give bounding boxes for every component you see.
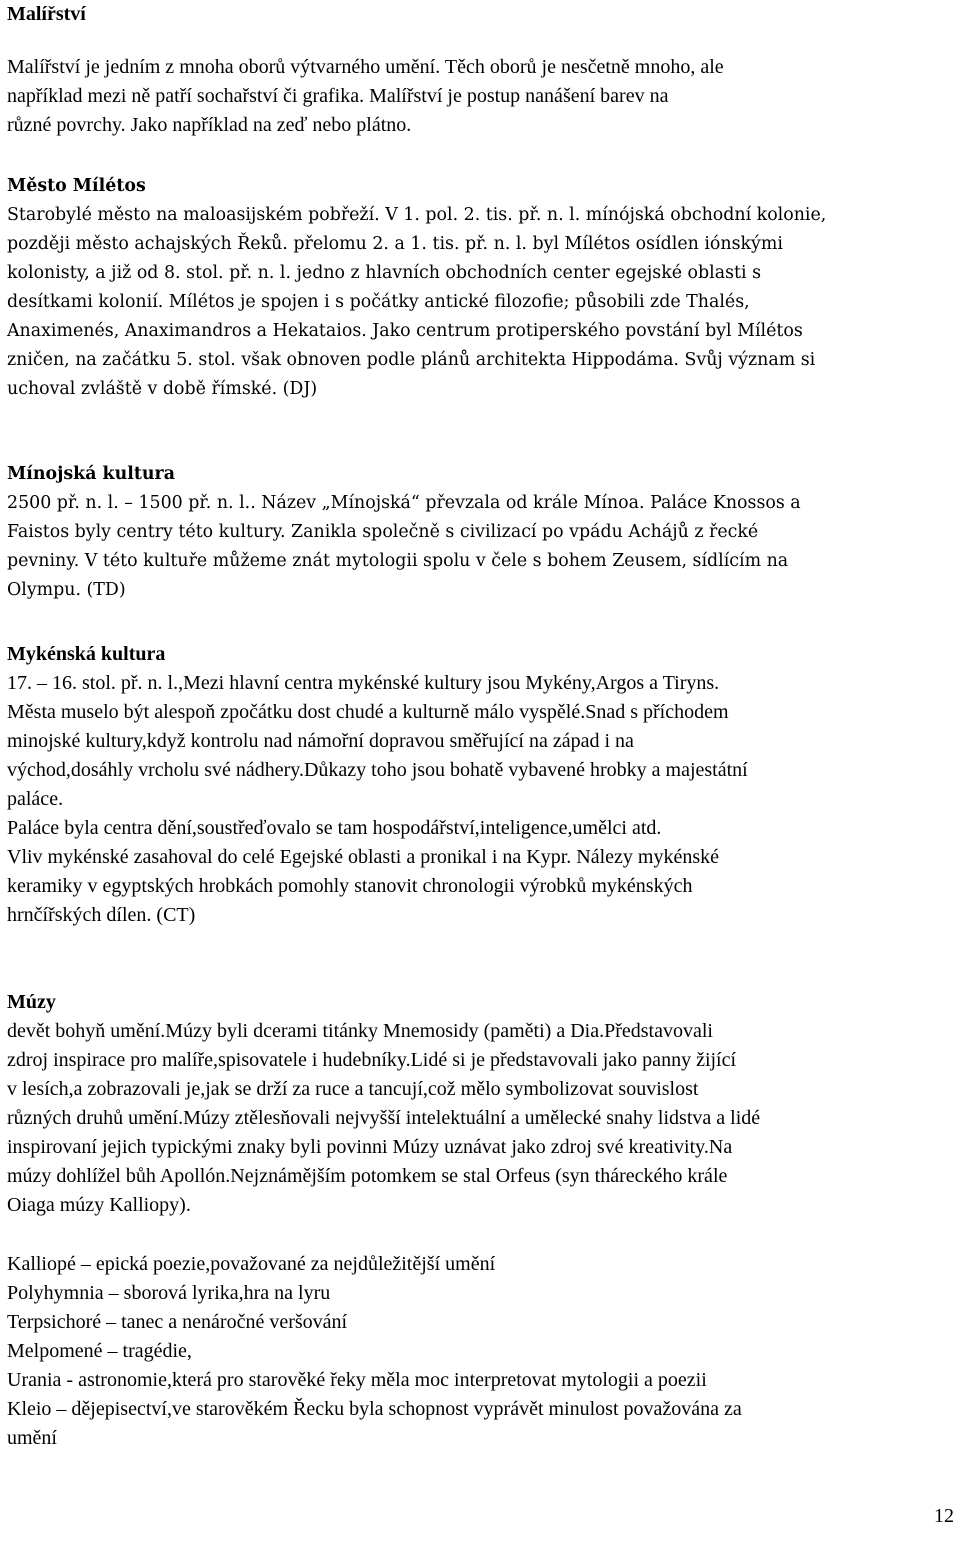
paragraph-line: kolonisty, a již od 8. stol. př. n. l. jedno z hlavních obchodních center egejské oblasti s (7, 263, 762, 283)
section-heading: Múzy (7, 991, 56, 1013)
paragraph-line: například mezi ně patří sochařství či grafika. Malířství je postup nanášení barev na (7, 85, 669, 107)
paragraph-line: Urania - astronomie,která pro starověké řeky měla moc interpretovat mytologii a poezii (7, 1369, 707, 1391)
paragraph-line: 17. – 16. stol. př. n. l.,Mezi hlavní centra mykénské kultury jsou Mykény,Argos a Tiryns. (7, 672, 720, 694)
paragraph-line: Oiaga múzy Kalliopy). (7, 1194, 191, 1216)
paragraph-line: paláce. (7, 788, 64, 810)
section-heading: Město Mílétos (7, 176, 146, 196)
paragraph-line: Města muselo být alespoň zpočátku dost chudé a kulturně málo vyspělé.Snad s příchodem (7, 701, 729, 723)
paragraph-line: Vliv mykénské zasahoval do celé Egejské oblasti a pronikal i na Kypr. Nálezy mykénské (7, 846, 720, 868)
paragraph-line: Kleio – dějepisectví,ve starověkém Řecku byla schopnost vyprávět minulost považována za (7, 1398, 742, 1420)
paragraph-line: Polyhymnia – sborová lyrika,hra na lyru (7, 1282, 331, 1304)
paragraph-line: keramiky v egyptských hrobkách pomohly stanovit chronologii výrobků mykénských (7, 875, 693, 897)
paragraph-line: umění (7, 1427, 57, 1449)
paragraph-line: Kalliopé – epická poezie,považované za nejdůležitější umění (7, 1253, 496, 1275)
paragraph-line: múzy dohlížel bůh Apollón.Nejznámějším potomkem se stal Orfeus (syn tháreckého krále (7, 1165, 728, 1187)
paragraph-line: Olympu. (TD) (7, 580, 126, 600)
paragraph-line: Paláce byla centra dění,soustřeďovalo se tam hospodářství,inteligence,umělci atd. (7, 817, 662, 839)
paragraph-line: Faistos byly centry této kultury. Zanikla společně s civilizací po vpádu Achájů z řecké (7, 522, 759, 542)
paragraph-line: východ,dosáhly vrcholu své nádhery.Důkazy toho jsou bohatě vybavené hrobky a majestátní (7, 759, 748, 781)
page-number: 12 (934, 1505, 954, 1527)
section-muzy-list (7, 1250, 953, 1453)
paragraph-line: inspirovaní jejich typickými znaky byli povinni Múzy uznávat jako zdroj své kreativity.Na (7, 1136, 733, 1158)
paragraph-line: v lesích,a zobrazovali je,jak se drží za ruce a tancují,což mělo symbolizovat souvislost (7, 1078, 699, 1100)
section-mykenska (7, 640, 953, 930)
paragraph-line: později město achajských Řeků. přelomu 2. a 1. tis. př. n. l. byl Mílétos osídlen iónskými (7, 234, 783, 254)
paragraph-line: Anaximenés, Anaximandros a Hekataios. Jako centrum protiperského povstání byl Mílétos (7, 321, 803, 341)
section-malirstvi (7, 53, 953, 140)
section-heading: Mínojská kultura (7, 464, 175, 484)
paragraph-line: Starobylé město na maloasijském pobřeží. V 1. pol. 2. tis. př. n. l. mínójská obchodní kolonie, (7, 205, 827, 225)
paragraph-line: Terpsichoré – tanec a nenáročné veršování (7, 1311, 348, 1333)
section-heading: Mykénská kultura (7, 643, 166, 665)
paragraph-line: Melpomené – tragédie, (7, 1340, 192, 1362)
paragraph-line: 2500 př. n. l. – 1500 př. n. l.. Název „Mínojská“ převzala od krále Mínoa. Paláce Knossos a (7, 493, 801, 513)
paragraph-line: pevniny. V této kultuře můžeme znát mytologii spolu v čele s bohem Zeusem, sídlícím na (7, 551, 789, 571)
section-muzy (7, 988, 953, 1220)
paragraph-line: uchoval zvláště v době římské. (DJ) (7, 379, 318, 399)
paragraph-line: zničen, na začátku 5. stol. však obnoven podle plánů architekta Hippodáma. Svůj význam si (7, 350, 816, 370)
paragraph-line: hrnčířských dílen. (CT) (7, 904, 196, 926)
paragraph-line: různé povrchy. Jako například na zeď nebo plátno. (7, 114, 412, 136)
paragraph-line: zdroj inspirace pro malíře,spisovatele i hudebníky.Lidé si je představovali jako panny žijící (7, 1049, 737, 1071)
paragraph-line: Malířství je jedním z mnoha oborů výtvarného umění. Těch oborů je nesčetně mnoho, ale (7, 56, 724, 78)
page-title: Malířství (7, 3, 86, 25)
paragraph-line: minojské kultury,když kontrolu nad námořní dopravou směřující na západ i na (7, 730, 634, 752)
section-minojska (7, 460, 953, 605)
paragraph-line: devět bohyň umění.Múzy byli dcerami titánky Mnemosidy (paměti) a Dia.Představovali (7, 1020, 713, 1042)
section-mileto (7, 172, 953, 404)
paragraph-line: různých druhů umění.Múzy ztělesňovali nejvyšší intelektuální a umělecké snahy lidstva a lidé (7, 1107, 761, 1129)
paragraph-line: desítkami kolonií. Mílétos je spojen i s počátky antické filozofie; působili zde Thalés, (7, 292, 750, 312)
